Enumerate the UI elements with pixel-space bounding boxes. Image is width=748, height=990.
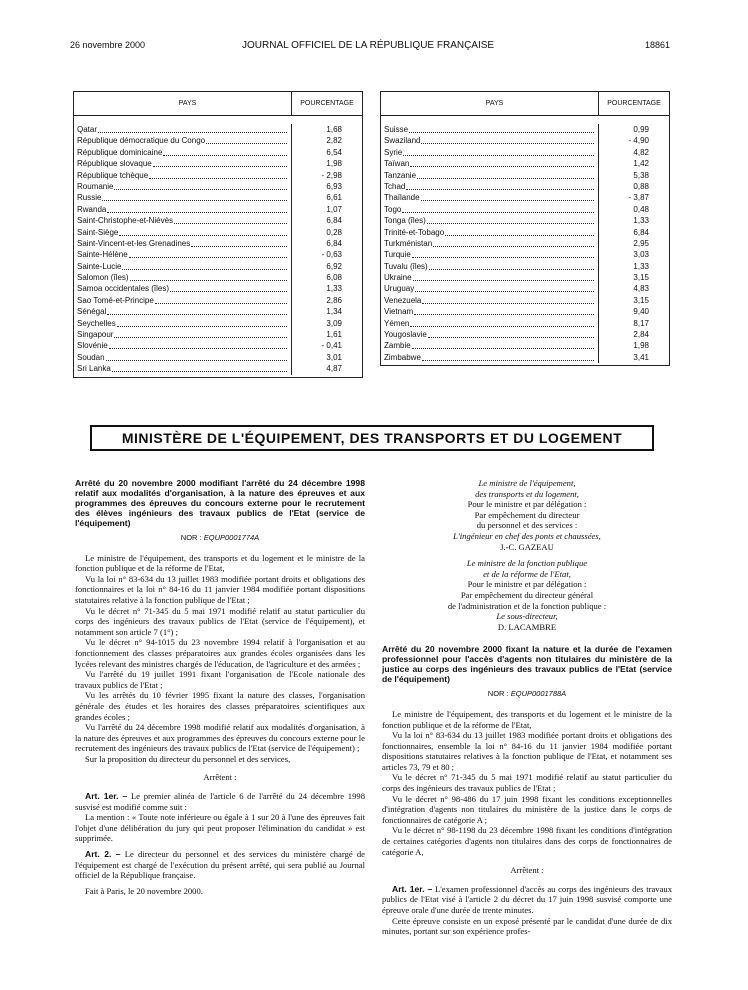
article-2 bbox=[75, 849, 365, 881]
signature-2-title-2: et de la réforme de l'Etat, bbox=[483, 568, 571, 579]
percentage-value: 6,61 bbox=[326, 193, 342, 203]
nor-label: NOR : bbox=[180, 533, 202, 542]
country-name: Tanzanie bbox=[384, 170, 417, 180]
percentage-value: 9,40 bbox=[633, 307, 649, 317]
table-row bbox=[77, 306, 287, 317]
leader-dots bbox=[410, 318, 594, 327]
percentage-value: 1,33 bbox=[633, 216, 649, 226]
leader-dots bbox=[206, 135, 287, 144]
percentage-value: 6,92 bbox=[326, 261, 342, 271]
signature-1-name: J.-C. GAZEAU bbox=[500, 541, 554, 552]
leader-dots bbox=[433, 238, 594, 247]
paragraph: Vu l'arrêté du 24 décembre 1998 modifié relatif aux modalités d'organisation, à la nature des épreuves et aux programmes des épreuves du concours externe pour le recrutement des ingénieurs des travaux publics de l'Etat (service de l'équipement) ; bbox=[75, 722, 365, 754]
table-row bbox=[77, 158, 287, 169]
table-row bbox=[384, 272, 594, 283]
percentage-value: 3,01 bbox=[326, 352, 342, 362]
leader-dots bbox=[98, 124, 287, 133]
country-name: Saint-Christophe-et-Niévès bbox=[77, 216, 174, 226]
country-name: Syrie bbox=[384, 147, 403, 157]
percentage-value: 3,15 bbox=[633, 273, 649, 283]
ministry-banner: MINISTÈRE DE L'ÉQUIPEMENT, DES TRANSPORTS ET DU LOGEMENT bbox=[90, 425, 654, 451]
arrete-considerants bbox=[75, 553, 365, 765]
country-name: Tonga (îles) bbox=[384, 216, 426, 226]
leader-dots bbox=[421, 192, 594, 201]
table-row bbox=[77, 272, 287, 283]
table-row bbox=[384, 170, 594, 181]
nor-label: NOR : bbox=[487, 689, 509, 699]
leader-dots bbox=[191, 238, 287, 247]
table-header bbox=[74, 92, 362, 116]
paragraph: Vu le décret n° 71-345 du 5 mai 1971 modifié relatif au statut particulier du corps des ingénieurs des travaux publics de l'Etat ; bbox=[382, 772, 672, 794]
table-row bbox=[384, 340, 594, 351]
table-row bbox=[384, 227, 594, 238]
paragraph: Sur la proposition du directeur du personnel et des services, bbox=[85, 753, 291, 764]
country-name: République démocratique du Congo bbox=[77, 136, 206, 146]
signature-1-title-2: des transports et du logement, bbox=[475, 488, 579, 499]
country-name: Slovénie bbox=[77, 341, 108, 351]
paragraph: Vu la loi n° 83-634 du 13 juillet 1983 modifiée portant droits et obligations des fonctionnaires, ensemble la loi n° 84-16 du 11 janvier 1984 modifiée portant dispositions statutaires relatives à la fonction publique de l'Etat, et notamment ses articles 73, 79 et 80 ; bbox=[382, 730, 672, 772]
leader-dots bbox=[403, 147, 594, 156]
leader-dots bbox=[406, 181, 594, 190]
right-column bbox=[382, 478, 672, 937]
leader-dots bbox=[149, 170, 287, 179]
table-row bbox=[384, 283, 594, 294]
country-name: Rwanda bbox=[77, 204, 107, 214]
col-header-pourcentage: POURCENTAGE bbox=[607, 100, 661, 107]
col-header-pays: PAYS bbox=[381, 92, 599, 115]
percentage-value: 3,09 bbox=[326, 318, 342, 328]
table-row bbox=[77, 238, 287, 249]
header-journal: JOURNAL OFFICIEL DE LA RÉPUBLIQUE FRANÇAISE bbox=[242, 40, 495, 51]
table-row bbox=[77, 352, 287, 363]
table-row bbox=[77, 227, 287, 238]
table-row bbox=[384, 158, 594, 169]
country-name: Singapour bbox=[77, 330, 114, 340]
arrete-2-article-1-continued: Cette épreuve consiste en un exposé présenté par le candidat d'une durée de dix minutes, portant sur son expérience profes- bbox=[382, 915, 672, 937]
country-name: Russie bbox=[77, 193, 102, 203]
leader-dots bbox=[414, 306, 594, 315]
article-1-text: Le premier alinéa de l'article 6 de l'arrêté du 24 décembre 1998 susvisé est modifié comme suit : bbox=[75, 791, 365, 812]
country-name: République dominicaine bbox=[77, 147, 163, 157]
leader-dots bbox=[413, 272, 594, 281]
country-name: Tchad bbox=[384, 181, 406, 191]
table-row bbox=[77, 283, 287, 294]
paragraph: Vu le décret n° 71-345 du 5 mai 1971 modifié relatif au statut particulier du corps des ingénieurs des travaux publics de l'Etat (service de l'équipement), et notamment son article 7 (1°) ; bbox=[75, 605, 365, 637]
leader-dots bbox=[409, 124, 594, 133]
table-row bbox=[384, 181, 594, 192]
country-name: Salomon (îles) bbox=[77, 273, 129, 283]
table-header bbox=[381, 92, 669, 116]
arretent-label-2: Arrêtent : bbox=[510, 865, 544, 876]
leader-dots bbox=[114, 329, 287, 338]
country-name: République slovaque bbox=[77, 159, 152, 169]
signature-2-delegation-1: Pour le ministre et par délégation : bbox=[467, 579, 587, 590]
leader-dots bbox=[427, 215, 594, 224]
percentage-value: 1,33 bbox=[326, 284, 342, 294]
leader-dots bbox=[102, 192, 287, 201]
country-name: Sao Tomé-et-Principe bbox=[77, 295, 154, 305]
table-row bbox=[77, 318, 287, 329]
paragraph: Vu l'arrêté du 19 juillet 1991 fixant l'organisation de l'Ecole nationale des travaux publics de l'Etat ; bbox=[75, 669, 365, 690]
page-header bbox=[70, 40, 670, 54]
percentage-value: - 0,63 bbox=[321, 250, 342, 260]
signature-1-delegation-1: Pour le ministre et par délégation : bbox=[467, 499, 587, 510]
leader-dots bbox=[402, 204, 594, 213]
paragraph: Vu le décret n° 94-1015 du 23 novembre 1994 relatif à l'organisation et au fonctionnement des classes préparatoires aux grandes écoles organisées dans les lycées relevant des ministres chargés de l'éducation, de l'agriculture et des armées ; bbox=[75, 637, 365, 669]
table-row bbox=[77, 329, 287, 340]
nor-reference bbox=[75, 533, 365, 544]
percentage-value: 8,17 bbox=[633, 318, 649, 328]
signature-2-delegation-3: de l'administration et de la fonction publique : bbox=[447, 600, 607, 611]
table-row bbox=[384, 135, 594, 146]
leader-dots bbox=[415, 283, 594, 292]
table-row bbox=[77, 135, 287, 146]
article-1-label: Art. 1er. – bbox=[85, 791, 128, 802]
nor-code: EQUP0001788A bbox=[510, 689, 567, 699]
country-name: Seychelles bbox=[77, 318, 116, 328]
country-name: Suisse bbox=[384, 125, 409, 134]
leader-dots bbox=[129, 249, 287, 258]
country-name: Turquie bbox=[384, 250, 411, 260]
table-row bbox=[384, 238, 594, 249]
leader-dots bbox=[412, 249, 594, 258]
paragraph: Le ministre de l'équipement, des transports et du logement et le ministre de la fonction publique et de la réforme de l'Etat, bbox=[75, 552, 365, 574]
leader-dots bbox=[170, 283, 287, 292]
country-name: Saint-Siège bbox=[77, 227, 119, 237]
leader-dots bbox=[429, 261, 594, 270]
paragraph: Le ministre de l'équipement, des transports et du logement et le ministre de la fonction publique et de la réforme de l'Etat, bbox=[382, 708, 672, 730]
table-row bbox=[384, 352, 594, 363]
left-column bbox=[75, 478, 365, 896]
signature-2-role: Le sous-directeur, bbox=[496, 611, 558, 622]
percentage-value: 1,42 bbox=[633, 159, 649, 169]
country-name: Samoa occidentales (îles) bbox=[77, 284, 170, 294]
leader-dots bbox=[417, 170, 594, 179]
nor-code: EQUP0001774A bbox=[203, 533, 260, 542]
country-name: Thaïlande bbox=[384, 193, 420, 203]
percentage-value: 0,88 bbox=[633, 181, 649, 191]
fait-a-paris: Fait à Paris, le 20 novembre 2000. bbox=[85, 885, 203, 896]
country-name: Trinité-et-Tobago bbox=[384, 227, 445, 237]
leader-dots bbox=[153, 158, 287, 167]
table-row bbox=[384, 261, 594, 272]
table-row bbox=[384, 147, 594, 158]
country-name: Turkménistan bbox=[384, 238, 433, 248]
table-row bbox=[77, 124, 287, 135]
country-percentages bbox=[599, 124, 669, 363]
leader-dots bbox=[122, 261, 287, 270]
leader-dots bbox=[428, 329, 594, 338]
country-name: Taïwan bbox=[384, 159, 410, 169]
col-header-pays: PAYS bbox=[74, 92, 292, 115]
percentage-value: 0,99 bbox=[633, 125, 649, 134]
percentage-value: - 3,87 bbox=[628, 193, 649, 203]
table-row bbox=[384, 329, 594, 340]
signature-1-delegation-2: Par empêchement du directeur bbox=[474, 509, 580, 520]
table-row bbox=[384, 215, 594, 226]
country-name: Sri Lanka bbox=[77, 364, 111, 374]
paragraph: Vu le décret n° 98-486 du 17 juin 1998 fixant les conditions exceptionnelles d'intégration d'agents non titulaires du ministère de la justice dans le corps de fonctionnaires de catégorie A ; bbox=[382, 793, 672, 825]
leader-dots bbox=[114, 181, 287, 190]
table-row bbox=[77, 249, 287, 260]
article-2-text: Le directeur du personnel et des services du ministère chargé de l'équipement est chargé de l'exécution du présent arrêté, qui sera publié au Journal officiel de la République française. bbox=[75, 849, 365, 881]
arrete-2-title: Arrêté du 20 novembre 2000 fixant la nature et la durée de l'examen professionnel pour l'accès d'agents non titulaires du ministère de la justice au corps des ingénieurs des travaux publics de l'Etat (service de l'équipement) bbox=[382, 644, 672, 685]
country-name: Roumanie bbox=[77, 181, 114, 191]
table-row bbox=[77, 181, 287, 192]
article-1-text: L'examen professionnel d'accès au corps des ingénieurs des travaux publics de l'Etat visé à l'article 2 du décret du 17 juin 1998 susvisé comporte une épreuve orale d'une durée de trente minutes. bbox=[382, 883, 672, 915]
country-name: Uruguay bbox=[384, 284, 415, 294]
country-name: Sénégal bbox=[77, 307, 107, 317]
table-row bbox=[384, 204, 594, 215]
percentage-value: 1,34 bbox=[326, 307, 342, 317]
signature-2-delegation-2: Par empêchement du directeur général bbox=[460, 589, 594, 600]
percentage-value: 2,86 bbox=[326, 295, 342, 305]
leader-dots bbox=[107, 306, 287, 315]
percentage-value: - 2,98 bbox=[321, 170, 342, 180]
signature-2-title-1: Le ministre de la fonction publique bbox=[466, 558, 588, 569]
percentage-value: 3,15 bbox=[633, 295, 649, 305]
leader-dots bbox=[107, 204, 287, 213]
leader-dots bbox=[422, 295, 594, 304]
country-names bbox=[74, 124, 292, 375]
arrete-title: Arrêté du 20 novembre 2000 modifiant l'arrêté du 24 décembre 1998 relatif aux modalités d'organisation, à la nature des épreuves et aux programmes des épreuves du concours externe pour le recrutement des élèves ingénieurs des travaux publics de l'Etat (service de l'équipement) bbox=[75, 478, 365, 528]
country-name: Ukraine bbox=[384, 273, 412, 283]
percentage-value: 1,98 bbox=[326, 159, 342, 169]
percentage-value: 6,93 bbox=[326, 181, 342, 191]
percentage-value: 4,82 bbox=[633, 147, 649, 157]
percentage-value: 5,38 bbox=[633, 170, 649, 180]
percentage-value: 6,84 bbox=[633, 227, 649, 237]
country-name: Togo bbox=[384, 204, 402, 214]
country-name: Sainte-Lucie bbox=[77, 261, 122, 271]
article-1 bbox=[75, 791, 365, 812]
percentage-value: 1,68 bbox=[326, 125, 342, 134]
percentage-value: 0,48 bbox=[633, 204, 649, 214]
leader-dots bbox=[112, 363, 287, 372]
paragraph: Vu la loi n° 83-634 du 13 juillet 1983 modifiée portant droits et obligations des fonctionnaires et la loi n° 84-16 du 11 janvier 1984 modifiée portant dispositions statutaires relative à la fonction publique de l'Etat ; bbox=[75, 573, 365, 605]
table-row bbox=[384, 306, 594, 317]
table-row bbox=[77, 261, 287, 272]
table-row bbox=[77, 340, 287, 351]
leader-dots bbox=[422, 352, 594, 361]
country-percentages bbox=[292, 124, 362, 375]
leader-dots bbox=[117, 318, 287, 327]
table-row bbox=[77, 215, 287, 226]
table-row bbox=[77, 192, 287, 203]
table-row bbox=[77, 170, 287, 181]
paragraph: Vu le décret n° 98-1198 du 23 décembre 1998 fixant les conditions d'intégration de certaines catégories d'agents non titulaires dans des corps de fonctionnaires de catégorie A, bbox=[382, 825, 672, 857]
country-table-left bbox=[73, 91, 363, 378]
country-name: Zambie bbox=[384, 341, 411, 351]
country-name: Tuvalu (îles) bbox=[384, 261, 428, 271]
leader-dots bbox=[421, 135, 594, 144]
country-name: Sainte-Hélène bbox=[77, 250, 128, 260]
leader-dots bbox=[119, 227, 287, 236]
table-row bbox=[77, 295, 287, 306]
country-name: Swaziland bbox=[384, 136, 421, 146]
percentage-value: 3,03 bbox=[633, 250, 649, 260]
table-row bbox=[384, 124, 594, 135]
country-name: Qatar bbox=[77, 125, 98, 134]
signature-2-name: D. LACAMBRE bbox=[497, 621, 557, 632]
country-table-right bbox=[380, 91, 670, 366]
percentage-value: 4,87 bbox=[326, 364, 342, 374]
leader-dots bbox=[174, 215, 287, 224]
table-row bbox=[77, 204, 287, 215]
percentage-value: - 4,90 bbox=[628, 136, 649, 146]
header-page-number: 18861 bbox=[644, 40, 670, 50]
country-names bbox=[381, 124, 599, 363]
country-name: Zimbabwe bbox=[384, 352, 421, 362]
table-row bbox=[77, 147, 287, 158]
leader-dots bbox=[155, 295, 287, 304]
leader-dots bbox=[109, 340, 287, 349]
percentage-value: 2,95 bbox=[633, 238, 649, 248]
leader-dots bbox=[163, 147, 287, 156]
nor-reference-2 bbox=[382, 689, 672, 700]
table-row bbox=[384, 192, 594, 203]
leader-dots bbox=[445, 227, 594, 236]
country-name: Soudan bbox=[77, 352, 105, 362]
country-name: Yémen bbox=[384, 318, 410, 328]
percentage-value: 4,83 bbox=[633, 284, 649, 294]
percentage-value: 6,54 bbox=[326, 147, 342, 157]
header-date: 26 novembre 2000 bbox=[70, 40, 146, 50]
leader-dots bbox=[130, 272, 287, 281]
arretent-label: Arrêtent : bbox=[203, 772, 237, 783]
country-name: Saint-Vincent-et-les Grenadines bbox=[77, 238, 191, 248]
article-1-mention: La mention : « Toute note inférieure ou égale à 1 sur 20 à l'une des épreuves fait l'objet d'une délibération du jury qui peut proposer l'élimination du candidat » est supprimée. bbox=[75, 812, 365, 844]
table-row bbox=[77, 363, 287, 374]
country-name: Vietnam bbox=[384, 307, 414, 317]
article-1-label: Art. 1er. – bbox=[392, 883, 433, 894]
leader-dots bbox=[410, 158, 594, 167]
percentage-value: 6,08 bbox=[326, 273, 342, 283]
percentage-value: 1,33 bbox=[633, 261, 649, 271]
paragraph: Vu les arrêtés du 10 février 1995 fixant la nature des classes, l'organisation générale des études et les horaires des classes préparatoires scientifiques aux grandes écoles ; bbox=[75, 690, 365, 722]
leader-dots bbox=[106, 352, 287, 361]
percentage-value: 1,61 bbox=[326, 330, 342, 340]
table-row bbox=[384, 318, 594, 329]
percentage-value: 6,84 bbox=[326, 238, 342, 248]
signature-1-delegation-3: du personnel et des services : bbox=[476, 520, 578, 531]
percentage-value: 2,82 bbox=[326, 136, 342, 146]
col-header-pourcentage: POURCENTAGE bbox=[300, 100, 354, 107]
table-row bbox=[384, 295, 594, 306]
percentage-value: 0,28 bbox=[326, 227, 342, 237]
signature-1-role: L'ingénieur en chef des ponts et chaussées, bbox=[453, 530, 601, 541]
leader-dots bbox=[412, 340, 594, 349]
percentage-value: 1,98 bbox=[633, 341, 649, 351]
percentage-value: 2,84 bbox=[633, 330, 649, 340]
table-row bbox=[384, 249, 594, 260]
country-name: Venezuela bbox=[384, 295, 422, 305]
country-name: République tchèque bbox=[77, 170, 149, 180]
article-2-label: Art. 2. – bbox=[85, 849, 121, 860]
signature-1-title-1: Le ministre de l'équipement, bbox=[478, 478, 576, 488]
percentage-value: 3,41 bbox=[633, 352, 649, 362]
percentage-value: - 0,41 bbox=[321, 341, 342, 351]
arrete-2-article-1 bbox=[382, 884, 672, 916]
percentage-value: 1,07 bbox=[326, 204, 342, 214]
arrete-2-considerants bbox=[382, 709, 672, 857]
country-name: Yougoslavie bbox=[384, 330, 427, 340]
percentage-value: 6,84 bbox=[326, 216, 342, 226]
